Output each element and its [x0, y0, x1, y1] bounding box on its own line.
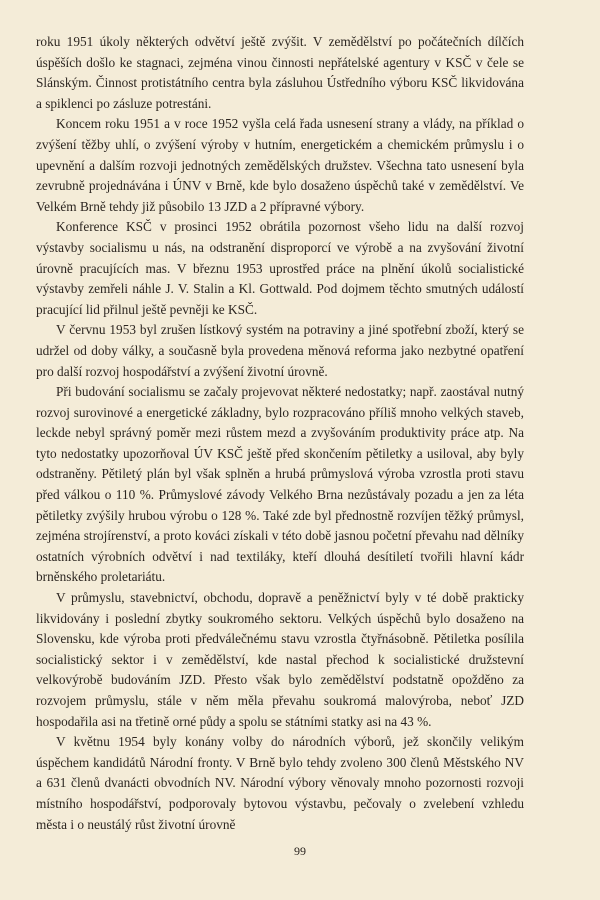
paragraph-5: Při budování socialismu se začaly projevovat některé nedostatky; např. zaostával nutný rozvoj surovinové a energetické základny, bylo rozpracováno příliš mnoho velkých staveb, leckde nebyl správný poměr mezi růstem mezd a zvyšováním produktivity práce atp. Na tyto nedostatky upozorňoval ÚV KSČ ještě před skončením pětiletky a usiloval, aby byly odstraněny. Pětiletý plán byl však splněn a hrubá průmyslová výroba vzrostla proti stavu před válkou o 110 %. Průmyslové závody Velkého Brna nezůstávaly pozadu a jen za léta pětiletky zvýšily hrubou výrobu o 128 %. Také zde byl přednostně rozvíjen těžký průmysl, zejména strojírenství, a proto kováci získali v této době jasnou početní převahu nad dělníky ostatních výrobních odvětví i nad textiláky, kteří dlouhá desítiletí tvořili hlavní kádr brněnského proletariátu.	[36, 384, 524, 585]
page-number: 99	[294, 844, 306, 858]
paragraph-7: V květnu 1954 byly konány volby do národních výborů, jež skončily velikým úspěchem kandidátů Národní fronty. V Brně bylo tehdy zvoleno 300 členů Městského NV a 631 členů dvanácti obvodních NV. Národní výbory věnovaly mnoho pozornosti rozvoji místního hospodářství, podporovaly bytovou výstavbu, pečovaly o zvelebení vzhledu města i o neustálý růst životní úrovně	[36, 734, 524, 832]
paragraph-4: V červnu 1953 byl zrušen lístkový systém na potraviny a jiné spotřební zboží, který se udržel od doby války, a současně byla provedena měnová reforma jako nezbytné opatření pro další rozvoj hospodářství a zvýšení životní úrovně.	[36, 322, 524, 379]
paragraph-2: Koncem roku 1951 a v roce 1952 vyšla celá řada usnesení strany a vlády, na příklad o zvýšení těžby uhlí, o zvýšení výroby v hutním, energetickém a chemickém průmyslu i o upevnění a dalším rozvoji jednotných zemědělských družstev. Všechna tato usnesení byla zevrubně projednávána i ÚNV v Brně, kde bylo dosaženo úspěchů také v zemědělství. Ve Velkém Brně tehdy již působilo 13 JZD a 2 přípravné výbory.	[36, 116, 524, 214]
paragraph-1: roku 1951 úkoly některých odvětví ještě zvýšit. V zemědělství po počátečních dílčích úspěších došlo ke stagnaci, zejména vinou činnosti nepřátelské agentury v KSČ v čele se Slánským. Činnost protistátního centra byla zásluhou Ústředního výboru KSČ likvidována a spiklenci po zásluze potrestáni.	[36, 34, 524, 111]
paragraph-3: Konference KSČ v prosinci 1952 obrátila pozornost všeho lidu na další rozvoj výstavby socialismu u nás, na odstranění disproporcí ve výrobě a na zvyšování životní úrovně pracujících mas. V březnu 1953 uprostřed práce na plnění úkolů socialistické výstavby zemřeli náhle J. V. Stalin a Kl. Gottwald. Pod dojmem těchto smutných událostí pracující lid přilnul ještě pevněji ke KSČ.	[36, 219, 524, 317]
paragraph-6: V průmyslu, stavebnictví, obchodu, dopravě a peněžnictví byly v té době prakticky likvidovány i poslední zbytky soukromého sektoru. Velkých úspěchů bylo dosaženo na Slovensku, kde výroba proti předválečnému stavu vzrostla čtyřnásobně. Pětiletka posílila socialistický sektor i v zemědělství, kde nastal přechod k socialistické družstevní velkovýrobě budováním JZD. Přesto však bylo zemědělství podstatně opožděno za rozvojem průmyslu, stále v něm měla převahu soukromá malovýroba, neboť JZD hospodařila asi na třetině orné půdy a spolu se státními statky asi na 43 %.	[36, 590, 524, 729]
body-text	[36, 32, 524, 835]
